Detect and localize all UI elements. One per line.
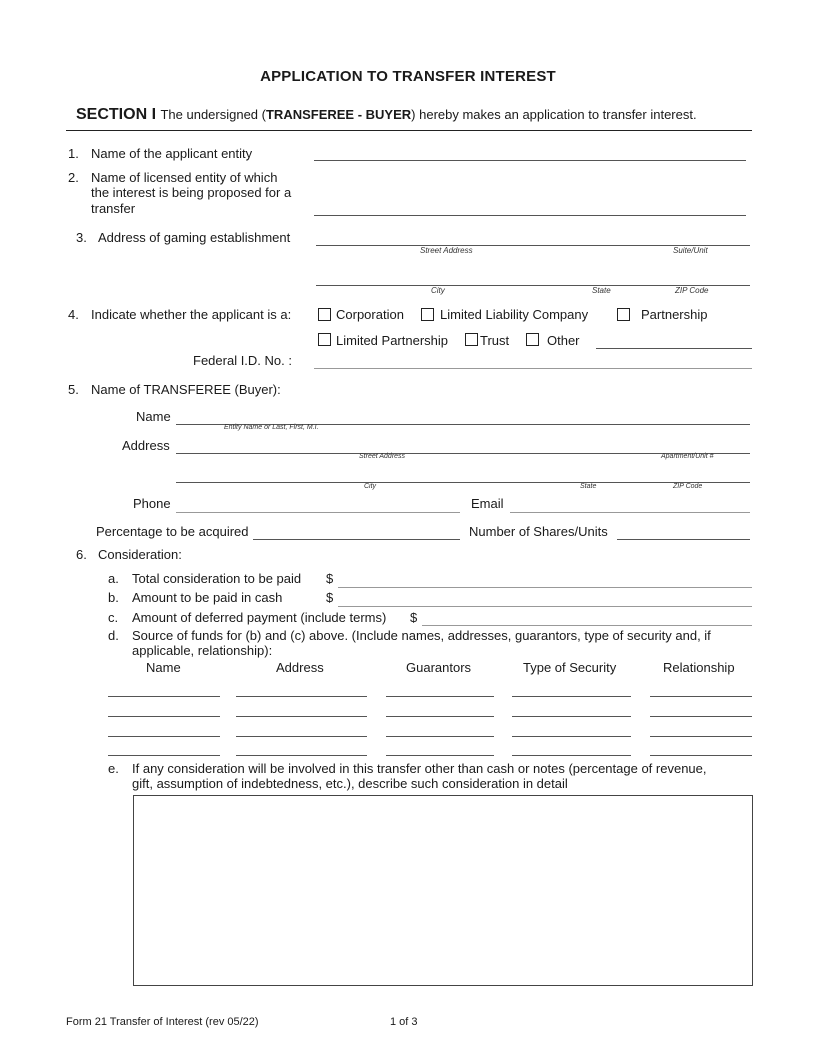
other-label: Other: [547, 333, 580, 348]
trust-label: Trust: [480, 333, 510, 348]
section-text-post: ) hereby makes an application to transfer interest.: [411, 107, 697, 122]
footer-page-number: 1 of 3: [390, 1016, 418, 1028]
q1-label: Name of the applicant entity: [91, 146, 253, 161]
funds-name-field[interactable]: [108, 696, 220, 697]
q6d-line2: applicable, relationship):: [132, 643, 273, 658]
partnership-checkbox[interactable]: [617, 308, 630, 321]
email-label: Email: [471, 496, 504, 511]
col-name-header: Name: [146, 660, 181, 675]
q1-number: 1.: [68, 146, 79, 161]
section-text-pre: The undersigned (: [160, 107, 266, 122]
funds-guarantors-field[interactable]: [386, 696, 494, 697]
q2-number: 2.: [68, 170, 79, 185]
caption-zip: ZIP Code: [675, 286, 709, 295]
q6b-label: Amount to be paid in cash: [132, 590, 283, 605]
q6e-line2: gift, assumption of indebtedness, etc.), describe such consideration in detail: [132, 776, 568, 791]
funds-security-field[interactable]: [512, 716, 631, 717]
federal-id-field[interactable]: [314, 368, 752, 369]
q4-number: 4.: [68, 307, 79, 322]
caption-apt: Apartment/Unit #: [661, 453, 714, 460]
q6c-dollar: $: [410, 610, 418, 625]
q6a-letter: a.: [108, 571, 119, 586]
q6a-label: Total consideration to be paid: [132, 571, 302, 586]
percentage-label: Percentage to be acquired: [96, 524, 249, 539]
trust-checkbox[interactable]: [465, 333, 478, 346]
q6a-dollar: $: [326, 571, 334, 586]
funds-security-field[interactable]: [512, 755, 631, 756]
q3-label: Address of gaming establishment: [98, 230, 291, 245]
footer-form-id: Form 21 Transfer of Interest (rev 05/22): [66, 1016, 259, 1028]
funds-name-field[interactable]: [108, 736, 220, 737]
funds-relationship-field[interactable]: [650, 736, 752, 737]
col-address-header: Address: [276, 660, 324, 675]
q5-number: 5.: [68, 382, 79, 397]
q2-label-3: transfer: [91, 201, 136, 216]
funds-name-field[interactable]: [108, 716, 220, 717]
q6d-letter: d.: [108, 628, 119, 643]
phone-label: Phone: [133, 496, 171, 511]
limited-partnership-label: Limited Partnership: [336, 333, 448, 348]
q2-label-2: the interest is being proposed for a: [91, 185, 292, 200]
transferee-address-label: Address: [122, 438, 170, 453]
funds-address-field[interactable]: [236, 696, 367, 697]
col-security-header: Type of Security: [523, 660, 617, 675]
shares-field[interactable]: [617, 539, 750, 540]
funds-address-field[interactable]: [236, 736, 367, 737]
funds-address-field[interactable]: [236, 755, 367, 756]
col-relationship-header: Relationship: [663, 660, 735, 675]
shares-label: Number of Shares/Units: [469, 524, 608, 539]
federal-id-label: Federal I.D. No. :: [193, 353, 292, 368]
q5-label: Name of TRANSFEREE (Buyer):: [91, 382, 281, 397]
q6c-letter: c.: [108, 610, 119, 625]
q6b-letter: b.: [108, 590, 119, 605]
q6c-label: Amount of deferred payment (include terms): [132, 610, 387, 625]
licensed-entity-field[interactable]: [314, 215, 746, 216]
transferee-name-label: Name: [136, 409, 171, 424]
q6-number: 6.: [76, 547, 87, 562]
q6b-dollar: $: [326, 590, 334, 605]
other-checkbox[interactable]: [526, 333, 539, 346]
col-guarantors-header: Guarantors: [406, 660, 472, 675]
caption-state-2: State: [580, 483, 597, 490]
caption-city-2: City: [364, 483, 377, 490]
applicant-entity-field[interactable]: [314, 160, 746, 161]
caption-city: City: [431, 286, 445, 295]
llc-checkbox[interactable]: [421, 308, 434, 321]
funds-relationship-field[interactable]: [650, 755, 752, 756]
funds-guarantors-field[interactable]: [386, 716, 494, 717]
caption-street: Street Address: [420, 246, 473, 255]
limited-partnership-checkbox[interactable]: [318, 333, 331, 346]
transferee-city-field[interactable]: [176, 482, 750, 483]
funds-security-field[interactable]: [512, 696, 631, 697]
section-text-bold: TRANSFEREE - BUYER: [265, 107, 412, 122]
q6e-letter: e.: [108, 761, 119, 776]
funds-relationship-field[interactable]: [650, 696, 752, 697]
caption-entity-name: Entity Name or Last, First, M.I.: [224, 424, 319, 431]
section-divider: [66, 130, 752, 131]
funds-name-field[interactable]: [108, 755, 220, 756]
cash-amount-field[interactable]: [338, 606, 752, 607]
partnership-label: Partnership: [641, 307, 708, 322]
phone-field[interactable]: [176, 512, 460, 513]
llc-label: Limited Liability Company: [440, 307, 589, 322]
funds-relationship-field[interactable]: [650, 716, 752, 717]
percentage-field[interactable]: [253, 539, 460, 540]
section-label: SECTION I: [76, 106, 157, 123]
caption-suite: Suite/Unit: [673, 246, 708, 255]
corporation-checkbox[interactable]: [318, 308, 331, 321]
funds-guarantors-field[interactable]: [386, 755, 494, 756]
q4-label: Indicate whether the applicant is a:: [91, 307, 292, 322]
q3-number: 3.: [76, 230, 87, 245]
caption-zip-2: ZIP Code: [673, 483, 703, 490]
email-field[interactable]: [510, 512, 750, 513]
q6-label: Consideration:: [98, 547, 182, 562]
caption-street-2: Street Address: [359, 453, 406, 460]
q2-label-1: Name of licensed entity of which: [91, 170, 278, 185]
funds-address-field[interactable]: [236, 716, 367, 717]
total-consideration-field[interactable]: [338, 587, 752, 588]
other-consideration-textarea[interactable]: [133, 795, 753, 986]
deferred-payment-field[interactable]: [422, 625, 752, 626]
funds-security-field[interactable]: [512, 736, 631, 737]
q6d-line1: Source of funds for (b) and (c) above. (Include names, addresses, guarantors, type of security and, if: [132, 628, 711, 643]
caption-state: State: [592, 286, 611, 295]
other-specify-field[interactable]: [596, 348, 752, 349]
form-title: APPLICATION TO TRANSFER INTEREST: [260, 68, 556, 85]
q6e-line1: If any consideration will be involved in this transfer other than cash or notes (percentage of revenue,: [132, 761, 707, 776]
section-header: [76, 106, 697, 124]
corporation-label: Corporation: [336, 307, 404, 322]
funds-guarantors-field[interactable]: [386, 736, 494, 737]
